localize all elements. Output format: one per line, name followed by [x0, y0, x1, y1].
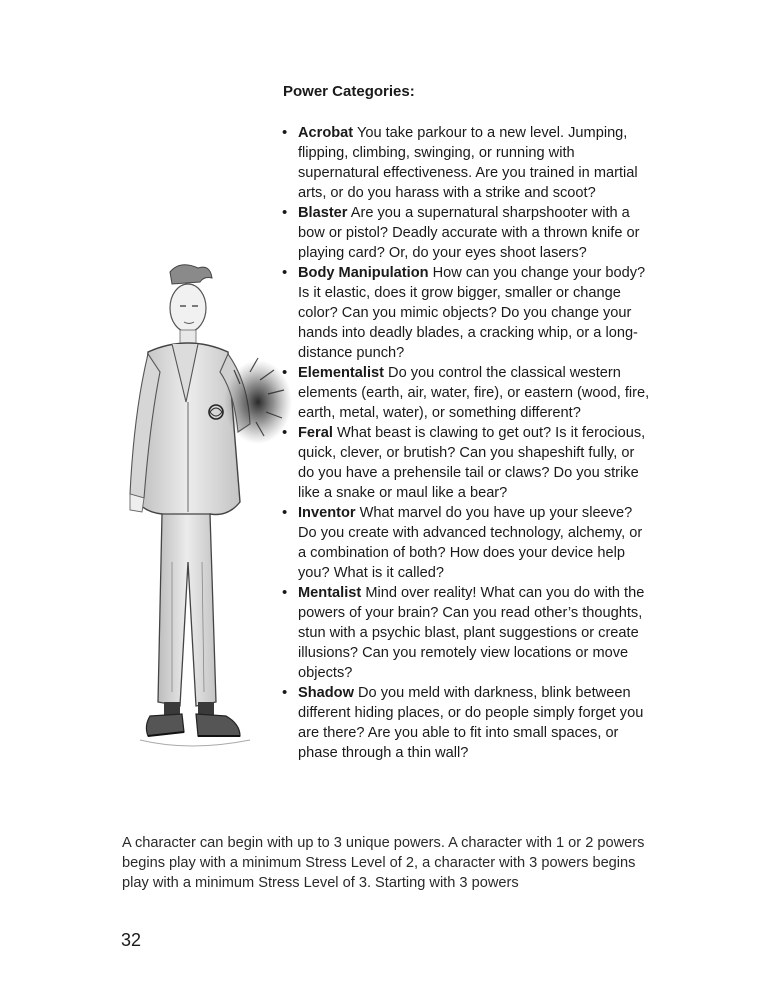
power-category-list [298, 123, 650, 763]
power-name: Acrobat [298, 125, 354, 141]
body-paragraph: A character can begin with up to 3 unique powers. A character with 1 or 2 powers begins play with a minimum Stress Level of 2, a character with 3 powers begins play with a minimum Stress Level of 3. Starting with 3 powers [122, 835, 645, 891]
list-item [298, 203, 650, 263]
power-name: Blaster [298, 205, 348, 221]
power-description: How can you change your body? Is it elastic, does it grow bigger, smaller or change color? Can you mimic objects? Do you change your hands into deadly blades, a cracking whip, or a long-distance punch? [298, 265, 646, 361]
list-item [298, 683, 650, 763]
power-name: Shadow [298, 685, 354, 701]
list-item [298, 503, 650, 583]
power-description: Mind over reality! What can you do with the powers of your brain? Can you read other’s thoughts, stun with a psychic blast, plant suggestions or create illusions? Can you remotely view locations or move objects? [298, 585, 645, 681]
list-item [298, 363, 650, 423]
power-name: Body Manipulation [298, 265, 429, 281]
power-name: Mentalist [298, 585, 362, 601]
list-item [298, 583, 650, 683]
page-number: 32 [121, 930, 142, 950]
power-name: Elementalist [298, 365, 384, 381]
power-description: Do you control the classical western elements (earth, air, water, fire), or eastern (wood, fire, earth, metal, water), or something different? [298, 365, 650, 421]
power-description: What beast is clawing to get out? Is it ferocious, quick, clever, or brutish? Can you shapeshift fully, or do you have a prehensile tail or claws? Do you strike like a snake or maul like a bear? [298, 425, 646, 501]
list-item [298, 123, 650, 203]
power-description: Are you a supernatural sharpshooter with a bow or pistol? Deadly accurate with a thrown knife or playing card? Or, do your eyes shoot lasers? [298, 205, 640, 261]
power-description: What marvel do you have up your sleeve? Do you create with advanced technology, alchemy, or a combination of both? How does your device help you? What is it called? [298, 505, 643, 581]
power-description: Do you meld with darkness, blink between different hiding places, or do people simply forget you are there? Are you able to fit into small spaces, or phase through a thin wall? [298, 685, 644, 761]
list-item [298, 263, 650, 363]
power-description: You take parkour to a new level. Jumping, flipping, climbing, swinging, or running with supernatural effectiveness. Are you trained in martial arts, or do you harass with a strike and scoot? [298, 125, 638, 201]
section-title: Power Categories: [283, 83, 415, 100]
character-illustration [100, 262, 310, 782]
power-name: Feral [298, 425, 333, 441]
list-item [298, 423, 650, 503]
power-name: Inventor [298, 505, 356, 521]
